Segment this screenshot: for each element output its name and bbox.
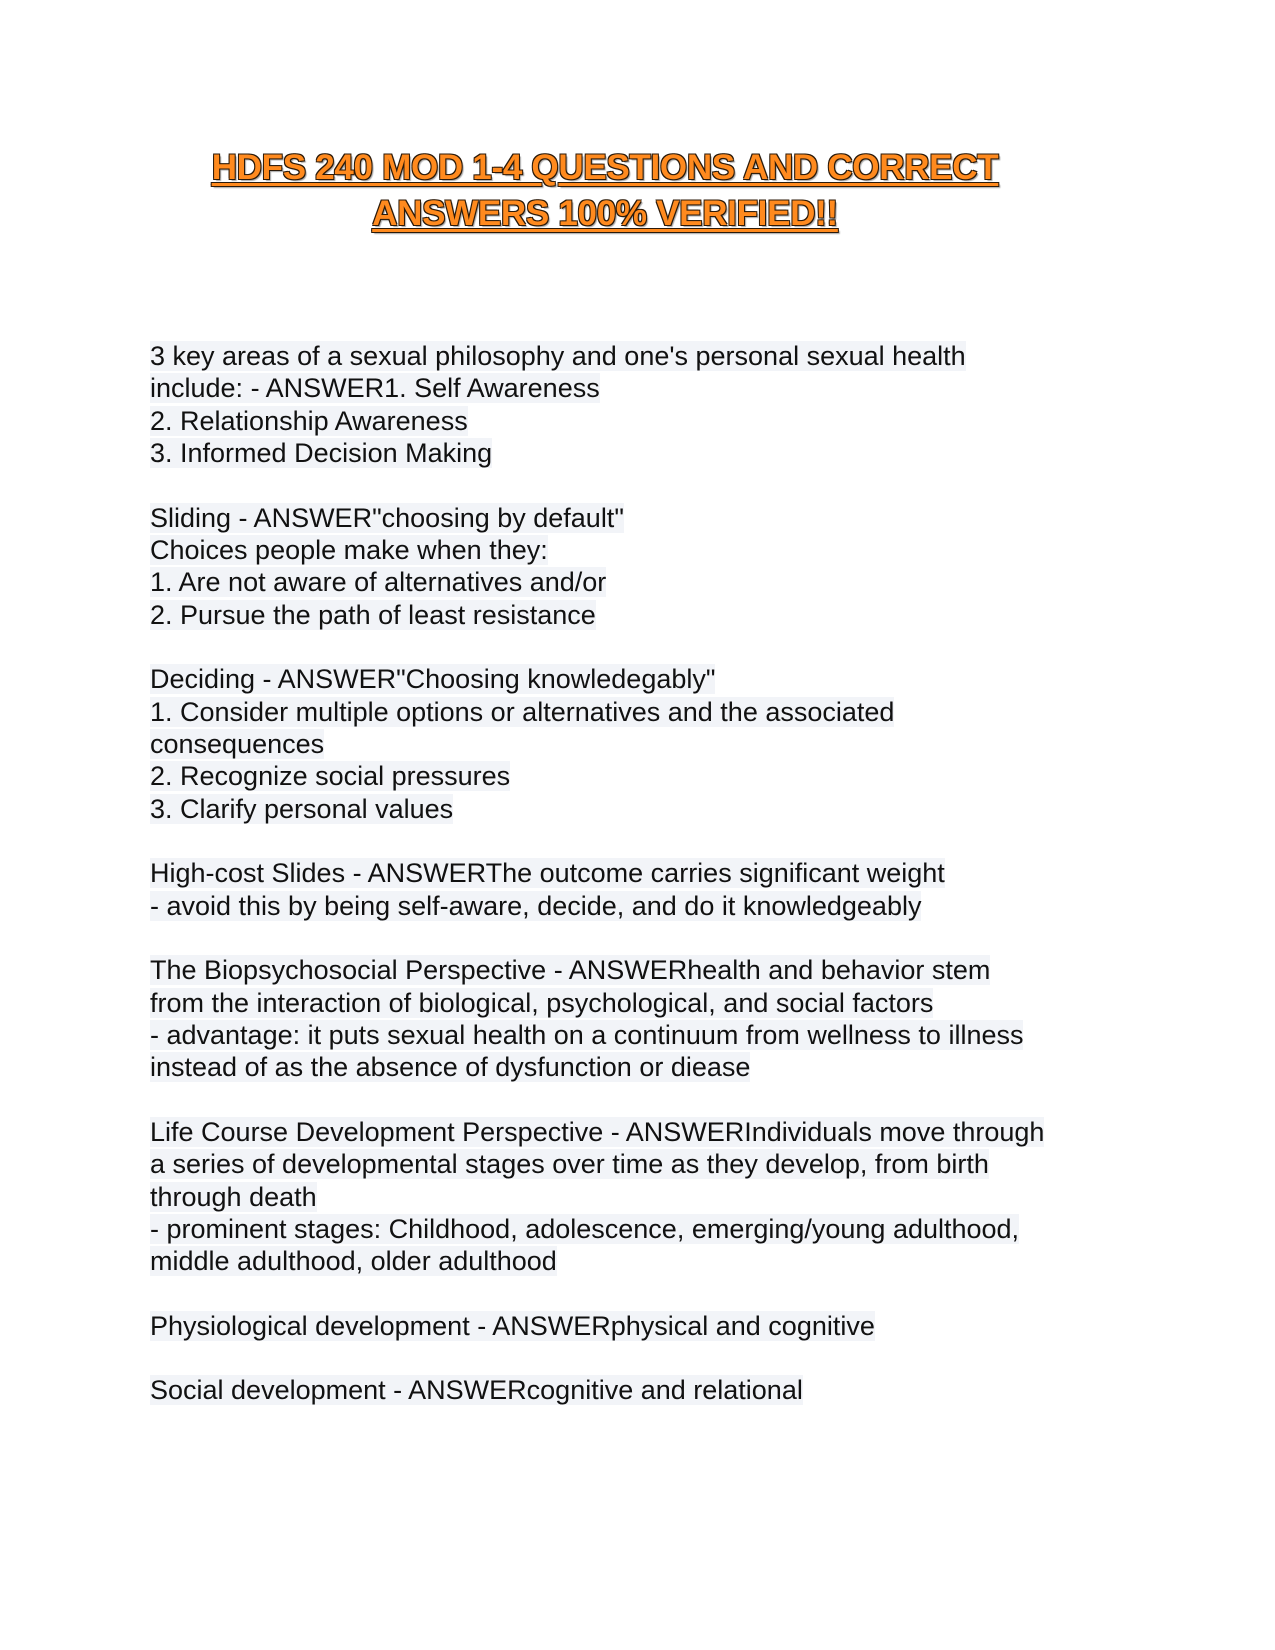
qa-entry — [150, 502, 1170, 632]
title-line: ANSWERS 100% VERIFIED!! — [372, 194, 838, 233]
entry-line: 1. Consider multiple options or alternatives and the associated — [150, 696, 895, 727]
qa-entry — [150, 340, 1170, 470]
entry-line: 3 key areas of a sexual philosophy and one's personal sexual health — [150, 341, 966, 371]
qa-entry — [150, 1116, 1170, 1278]
entry-line: from the interaction of biological, psychological, and social factors — [150, 987, 934, 1018]
entry-line: - avoid this by being self-aware, decide, and do it knowledgeably — [150, 890, 922, 921]
entry-line: Sliding - ANSWER"choosing by default" — [150, 502, 624, 533]
entry-line: include: - ANSWER1. Self Awareness — [150, 373, 600, 404]
entry-line: Physiological development - ANSWERphysical and cognitive — [150, 1310, 875, 1341]
qa-entry — [150, 954, 1170, 1084]
entry-line: middle adulthood, older adulthood — [150, 1246, 557, 1277]
qa-entry — [150, 1310, 1170, 1342]
entry-line: 3. Clarify personal values — [150, 793, 454, 824]
entry-line: instead of as the absence of dysfunction or diease — [150, 1052, 751, 1083]
qa-entry — [150, 857, 1170, 922]
entry-line: consequences — [150, 729, 325, 760]
entry-line: through death — [150, 1181, 317, 1212]
entry-line: Social development - ANSWERcognitive and relational — [150, 1375, 803, 1406]
entry-line: Deciding - ANSWER"Choosing knowledegably" — [150, 664, 716, 695]
entry-line: 1. Are not aware of alternatives and/or — [150, 567, 607, 598]
entry-line: Choices people make when they: — [150, 535, 548, 566]
qa-entry — [150, 663, 1170, 825]
entry-line: High-cost Slides - ANSWERThe outcome carries significant weight — [150, 858, 945, 889]
document-title — [0, 145, 1210, 237]
entry-line: 2. Pursue the path of least resistance — [150, 599, 596, 630]
qa-list — [150, 340, 1170, 1439]
entry-line: a series of developmental stages over time as they develop, from birth — [150, 1149, 989, 1180]
qa-entry — [150, 1374, 1170, 1406]
entry-line: 3. Informed Decision Making — [150, 438, 493, 469]
title-line: HDFS 240 MOD 1-4 QUESTIONS AND CORRECT — [211, 148, 999, 187]
entry-line: 2. Recognize social pressures — [150, 761, 511, 792]
entry-line: - advantage: it puts sexual health on a continuum from wellness to illness — [150, 1019, 1024, 1050]
entry-line: The Biopsychosocial Perspective - ANSWERhealth and behavior stem — [150, 955, 991, 986]
entry-line: - prominent stages: Childhood, adolescence, emerging/young adulthood, — [150, 1213, 1020, 1244]
entry-line: 2. Relationship Awareness — [150, 405, 468, 436]
entry-line: Life Course Development Perspective - ANSWERIndividuals move through — [150, 1116, 1045, 1147]
